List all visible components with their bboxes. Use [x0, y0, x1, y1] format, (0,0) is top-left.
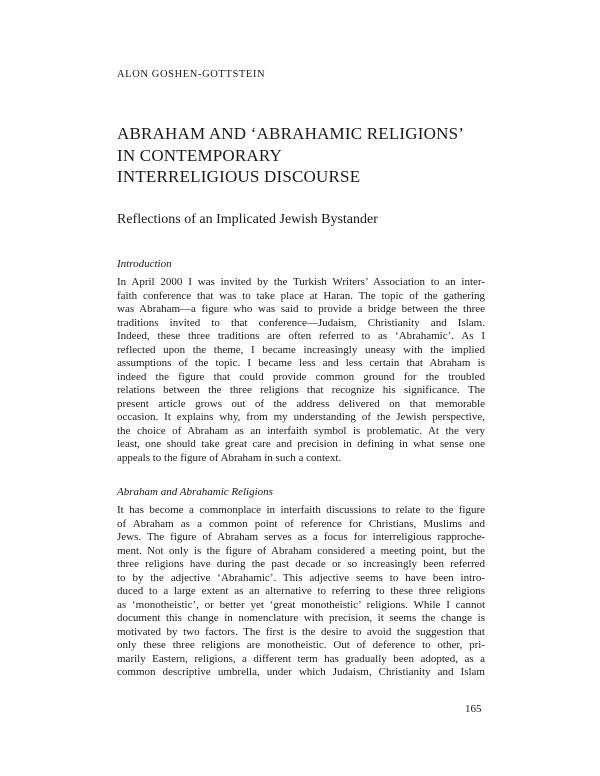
title-line: IN CONTEMPORARY [117, 145, 282, 165]
text-line: indeed the figure that could provide common ground for the troubled [117, 370, 485, 383]
introduction-paragraph [117, 276, 485, 465]
text-line: common descriptive umbrella, under which Judaism, Christianity and Islam [117, 666, 485, 678]
text-line: Jews. The figure of Abraham serves as a focus for interreligious rapproche- [117, 531, 485, 543]
text-line: assumptions of the topic. I became less and less certain that Abraham is [117, 357, 485, 369]
title-line: ABRAHAM AND ‘ABRAHAMIC RELIGIONS’ [117, 124, 465, 143]
text-line: the choice of Abraham as an interfaith symbol is problematic. At the very [117, 424, 485, 437]
text-line: least, one should take great care and precision in defining in what sense one [117, 438, 485, 450]
text-line: motivated by two factors. The first is the desire to avoid the suggestion that [117, 625, 485, 638]
section-heading-introduction: Introduction [117, 258, 172, 270]
article-subtitle: Reflections of an Implicated Jewish Bystander [117, 212, 378, 227]
text-line: faith conference that was to take place at Haran. The topic of the gathering [117, 289, 485, 302]
author-name: ALON GOSHEN-GOTTSTEIN [117, 69, 266, 80]
text-line: duced to a large extent as an alternative to referring to these three religions [117, 585, 485, 597]
text-line: Indeed, these three traditions are often referred to as ‘Abrahamic’. As I [117, 330, 485, 342]
abrahamic-religions-paragraph [117, 504, 485, 680]
text-line: was Abraham—a figure who was said to provide a bridge between the three [117, 303, 485, 315]
text-line: appeals to the figure of Abraham in such a context. [117, 451, 342, 464]
page-number: 165 [465, 703, 482, 715]
text-line: ment. Not only is the figure of Abraham considered a meeting point, but the [117, 544, 485, 557]
text-line: to by the adjective ‘Abrahamic’. This adjective seems to have been intro- [117, 571, 485, 584]
title-line: INTERRELIGIOUS DISCOURSE [117, 167, 361, 186]
text-line: In April 2000 I was invited by the Turkish Writers’ Association to an inter- [117, 276, 485, 288]
section-heading-abrahamic-religions: Abraham and Abrahamic Religions [117, 486, 273, 498]
article-title [117, 123, 464, 188]
text-line: occasion. It explains why, from my understanding of the Jewish perspective, [117, 411, 485, 423]
text-line: only these three religions are monotheistic. Out of deference to other, pri- [117, 639, 485, 651]
text-line: as ‘monotheistic’, or better yet ‘great monotheistic’ religions. While I cannot [117, 598, 485, 611]
text-line: present article grows out of the address delivered on that memorable [117, 397, 485, 410]
text-line: three religions have during the past decade or so increasingly been referred [117, 558, 485, 570]
text-line: reflected upon the theme, I became increasingly uneasy with the implied [117, 343, 485, 356]
text-line: of Abraham as a common point of reference for Christians, Muslims and [117, 517, 485, 530]
text-line: document this change in nomenclature with precision, it seems the change is [117, 612, 485, 624]
text-line: It has become a commonplace in interfaith discussions to relate to the figure [117, 504, 485, 516]
text-line: marily Eastern, religions, a different term has gradually been adopted, as a [117, 652, 485, 665]
text-line: traditions invited to that conference—Judaism, Christianity and Islam. [117, 316, 485, 329]
text-line: relations between the three religions that recognize his significance. The [117, 384, 485, 396]
